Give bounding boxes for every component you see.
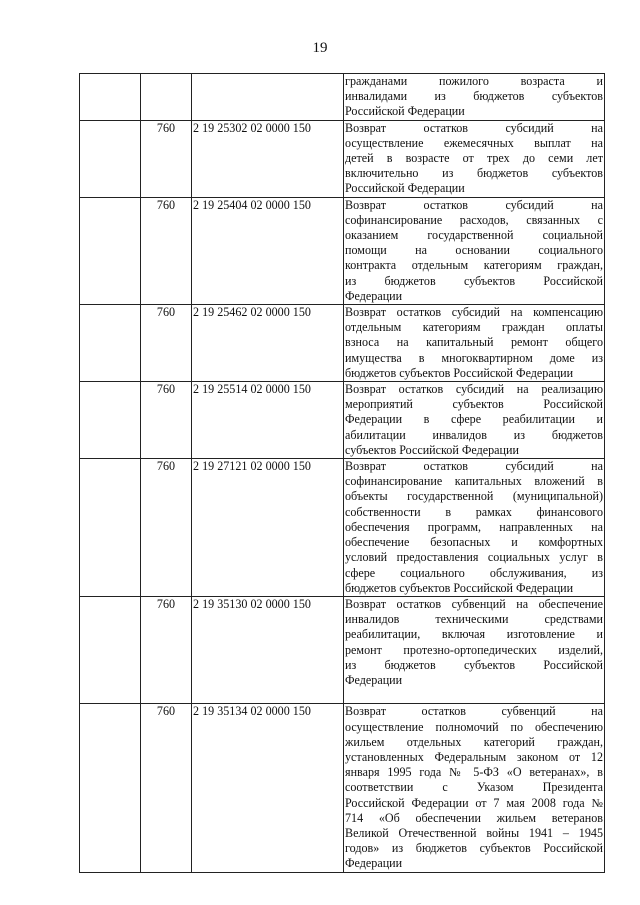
- description-line: абилитации инвалидов из бюджетов: [345, 427, 603, 442]
- description-line: 714 «Об обеспечении жильем ветеранов: [345, 810, 603, 825]
- description-line: Федерации: [345, 856, 403, 871]
- description-line: Российской Федерации от 7 мая 2008 года №: [345, 795, 603, 810]
- empty-cell: [80, 305, 141, 382]
- description-line: субъектов Российской Федерации: [345, 442, 519, 457]
- description-line: взноса на капитальный ремонт общего: [345, 335, 603, 350]
- table-row: [80, 596, 605, 703]
- description-line: Возврат остатков субвенций на обеспечение: [345, 596, 603, 611]
- income-description-cell: [344, 596, 605, 703]
- description-line: Возврат остатков субсидий на: [345, 459, 603, 474]
- empty-cell: [80, 459, 141, 597]
- administrator-code-cell: 760: [141, 120, 192, 197]
- description-line: жильем отдельных категорий граждан,: [345, 734, 603, 749]
- administrator-code-cell: 760: [141, 596, 192, 703]
- table-row: [80, 305, 605, 382]
- income-description-cell: [344, 120, 605, 197]
- income-description-cell: [344, 197, 605, 304]
- description-line: установленных Федеральным законом от 12: [345, 749, 603, 764]
- description-line: детей в возрасте от трех до семи лет: [345, 151, 603, 166]
- description-line: Российской Федерации: [345, 104, 465, 119]
- description-line: Возврат остатков субсидий на компенсацию: [345, 305, 603, 320]
- income-description-cell: [344, 459, 605, 597]
- description-line: бюджетов субъектов Российской Федерации: [345, 365, 574, 380]
- empty-cell: [80, 120, 141, 197]
- description-line: Возврат остатков субсидий на: [345, 197, 603, 212]
- description-line: включительно из бюджетов субъектов: [345, 166, 603, 181]
- budget-classification-code-cell: 2 19 25302 02 0000 150: [192, 120, 344, 197]
- administrator-code-cell: 760: [141, 197, 192, 304]
- empty-cell: [80, 382, 141, 459]
- description-line: контракта отдельным категориям граждан,: [345, 258, 603, 273]
- table-row: [80, 459, 605, 597]
- budget-classification-code-cell: 2 19 27121 02 0000 150: [192, 459, 344, 597]
- budget-classification-code-cell: 2 19 35130 02 0000 150: [192, 596, 344, 703]
- income-description-cell: [344, 74, 605, 121]
- description-line: обеспечения программ, направленных на: [345, 519, 603, 534]
- description-line: оказанием государственной социальной: [345, 228, 603, 243]
- empty-cell: [80, 704, 141, 872]
- administrator-code-cell: [141, 74, 192, 121]
- description-line: бюджетов субъектов Российской Федерации: [345, 580, 574, 595]
- table-row: [80, 120, 605, 197]
- description-line: объекты государственной (муниципальной): [345, 489, 603, 504]
- administrator-code-cell: 760: [141, 459, 192, 597]
- description-line: реабилитации, включая изготовление и: [345, 627, 603, 642]
- income-description-cell: [344, 382, 605, 459]
- administrator-code-cell: 760: [141, 382, 192, 459]
- income-description-cell: [344, 704, 605, 872]
- description-line: из бюджетов субъектов Российской: [345, 273, 603, 288]
- description-line: января 1995 года № 5-ФЗ «О ветеранах», в: [345, 765, 603, 780]
- description-line: Российской Федерации: [345, 181, 465, 196]
- description-line: Великой Отечественной войны 1941 – 1945: [345, 825, 603, 840]
- description-line: Возврат остатков субсидий на: [345, 120, 603, 135]
- income-description-cell: [344, 305, 605, 382]
- table-row: [80, 74, 605, 121]
- description-line: осуществление ежемесячных выплат на: [345, 135, 603, 150]
- description-line: сфере социального обслуживания, из: [345, 565, 603, 580]
- description-line: Федерации: [345, 672, 403, 687]
- table-body: [80, 74, 605, 873]
- description-line: помощи на основании социального: [345, 243, 603, 258]
- description-line: отдельным категориям граждан оплаты: [345, 320, 603, 335]
- budget-codes-table: [79, 73, 605, 873]
- description-line: годов» из бюджетов субъектов Российской: [345, 841, 603, 856]
- description-line: Федерации: [345, 288, 403, 303]
- description-line: гражданами пожилого возраста и: [345, 74, 603, 88]
- page-number: 19: [312, 40, 328, 56]
- description-line: из бюджетов субъектов Российской: [345, 657, 603, 672]
- description-line: условий предоставления социальных услуг в: [345, 550, 603, 565]
- description-line: собственности в рамках финансового: [345, 504, 603, 519]
- description-line: Федерации в сфере реабилитации и: [345, 412, 603, 427]
- description-line: Возврат остатков субвенций на: [345, 704, 603, 719]
- empty-cell: [80, 197, 141, 304]
- description-line: инвалидами из бюджетов субъектов: [345, 89, 603, 104]
- empty-cell: [80, 74, 141, 121]
- description-line: обеспечение безопасных и комфортных: [345, 535, 603, 550]
- table-row: [80, 704, 605, 872]
- budget-classification-code-cell: 2 19 25514 02 0000 150: [192, 382, 344, 459]
- administrator-code-cell: 760: [141, 305, 192, 382]
- description-line: софинансирование капитальных вложений в: [345, 474, 603, 489]
- description-line: соответствии с Указом Президента: [345, 780, 603, 795]
- description-line: [345, 688, 603, 703]
- budget-classification-code-cell: 2 19 25462 02 0000 150: [192, 305, 344, 382]
- description-line: имущества в многоквартирном доме из: [345, 350, 603, 365]
- description-line: осуществление полномочий по обеспечению: [345, 719, 603, 734]
- description-line: ремонт протезно-ортопедических изделий,: [345, 642, 603, 657]
- description-line: инвалидов техническими средствами: [345, 612, 603, 627]
- table-row: [80, 382, 605, 459]
- table-row: [80, 197, 605, 304]
- description-line: Возврат остатков субсидий на реализацию: [345, 382, 603, 397]
- description-line: софинансирование расходов, связанных с: [345, 212, 603, 227]
- budget-classification-code-cell: [192, 74, 344, 121]
- empty-cell: [80, 596, 141, 703]
- administrator-code-cell: 760: [141, 704, 192, 872]
- budget-classification-code-cell: 2 19 25404 02 0000 150: [192, 197, 344, 304]
- description-line: мероприятий субъектов Российской: [345, 397, 603, 412]
- budget-classification-code-cell: 2 19 35134 02 0000 150: [192, 704, 344, 872]
